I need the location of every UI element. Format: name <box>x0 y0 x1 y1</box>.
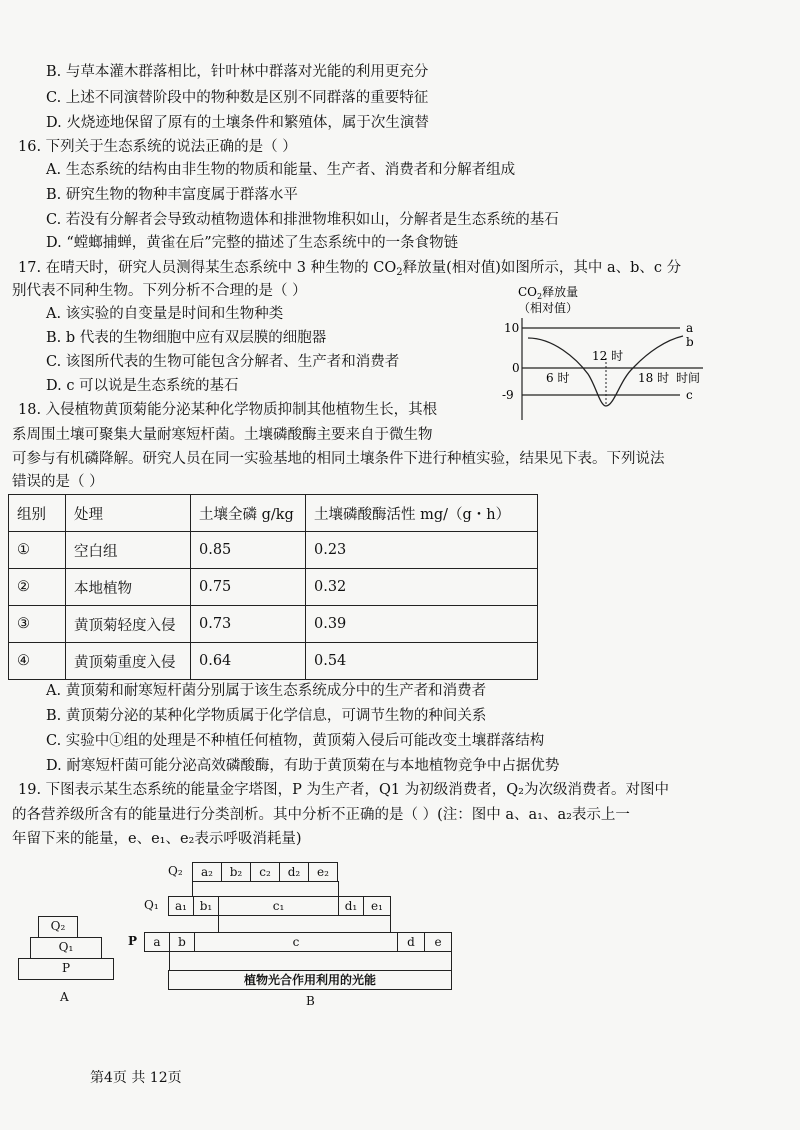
xtick-12h: 12 时 <box>592 349 624 363</box>
table-row <box>9 569 538 606</box>
table-cell: 0.32 <box>306 569 538 606</box>
pyramid-q1: Q₁ <box>30 937 102 959</box>
table-row <box>9 606 538 643</box>
table-cell: ④ <box>9 643 66 680</box>
row-label-p: P <box>128 934 138 948</box>
table-cell: 0.75 <box>191 569 306 606</box>
table-cell: ① <box>9 532 66 569</box>
ytick-10: 10 <box>504 321 520 335</box>
table-cell: 0.54 <box>306 643 538 680</box>
base-light-energy: 植物光合作用利用的光能 <box>168 970 452 990</box>
cell-b: b <box>169 932 195 952</box>
xtick-18h: 18 时 <box>638 371 670 385</box>
q17-stem-line2: 别代表不同种生物。下列分析不合理的是（ ） <box>12 283 307 299</box>
cell-a1: a₁ <box>168 896 194 916</box>
q15-option-b: B. 与草本灌木群落相比，针叶林中群落对光能的利用更充分 <box>46 64 429 80</box>
q17-option-c: C. 该图所代表的生物可能包含分解者、生产者和消费者 <box>46 354 400 370</box>
q17-stem-post: 释放量(相对值)如图所示，其中 a、b、c 分 <box>402 260 682 276</box>
table-cell: ② <box>9 569 66 606</box>
chart-ylabel-unit: （相对值） <box>518 301 579 315</box>
q18-option-c: C. 实验中①组的处理是不种植任何植物，黄顶菊入侵后可能改变土壤群落结构 <box>46 733 545 749</box>
table-cell: 空白组 <box>66 532 191 569</box>
q17-option-a: A. 该实验的自变量是时间和生物种类 <box>46 306 284 322</box>
q17-option-b: B. b 代表的生物细胞中应有双层膜的细胞器 <box>46 330 327 346</box>
connector-line <box>192 881 193 897</box>
q17-stem-pre: 17. 在晴天时，研究人员测得某生态系统中 3 种生物的 CO <box>18 260 397 276</box>
cell-a: a <box>144 932 170 952</box>
header-cell: 土壤磷酸酶活性 mg/（g・h） <box>306 495 538 532</box>
cell-c1: c₁ <box>218 896 339 916</box>
q18-option-a: A. 黄顶菊和耐寒短杆菌分别属于该生态系统成分中的生产者和消费者 <box>46 683 487 699</box>
q16-option-d: D. “螳螂捕蝉，黄雀在后”完整的描述了生态系统中的一条食物链 <box>46 235 459 251</box>
table-cell: 黄顶菊重度入侵 <box>66 643 191 680</box>
cell-a2: a₂ <box>192 862 222 882</box>
q19-stem-line2: 的各营养级所含有的能量进行分类剖析。其中分析不正确的是（ ）(注：图中 a、a₁、a₂表示上一 <box>12 807 630 823</box>
ytick-minus9: -9 <box>502 388 514 402</box>
cell-d: d <box>397 932 425 952</box>
q16-option-b: B. 研究生物的物种丰富度属于群落水平 <box>46 187 298 203</box>
page-number: 第4页 共 12页 <box>90 1070 182 1086</box>
cell-d2: d₂ <box>279 862 309 882</box>
q19-stem-line1: 19. 下图表示某生态系统的能量金字塔图，P 为生产者，Q1 为初级消费者，Q₂为次级消费者。对图中 <box>18 782 669 798</box>
q18-option-d: D. 耐寒短杆菌可能分泌高效磷酸酶，有助于黄顶菊在与本地植物竞争中占据优势 <box>46 758 560 774</box>
figure-b-caption: B <box>306 994 315 1008</box>
q18-stem-line3: 可参与有机磷降解。研究人员在同一实验基地的相同土壤条件下进行种植实验，结果见下表。下列说法 <box>12 451 665 467</box>
q16-stem: 16. 下列关于生态系统的说法正确的是（ ） <box>18 139 297 155</box>
table-cell: 0.73 <box>191 606 306 643</box>
header-cell: 土壤全磷 g/kg <box>191 495 306 532</box>
x-axis-label: 时间 <box>676 371 701 385</box>
connector-line <box>218 915 219 933</box>
pyramid-p: P <box>18 958 114 980</box>
cell-c2: c₂ <box>250 862 280 882</box>
table-header-row <box>9 495 538 532</box>
table-cell: 0.23 <box>306 532 538 569</box>
q19-stem-line3: 年留下来的能量，e、e₁、e₂表示呼吸消耗量) <box>12 831 302 847</box>
table-cell: 本地植物 <box>66 569 191 606</box>
q18-stem-line2: 系周围土壤可聚集大量耐寒短杆菌。土壤磷酸酶主要来自于微生物 <box>12 427 433 443</box>
header-cell: 处理 <box>66 495 191 532</box>
cell-e2: e₂ <box>308 862 338 882</box>
q15-option-c: C. 上述不同演替阶段中的物种数是区别不同群落的重要特征 <box>46 90 429 106</box>
series-b-label: b <box>686 335 694 349</box>
series-c-label: c <box>686 388 693 402</box>
header-cell: 组别 <box>9 495 66 532</box>
table-cell: 0.64 <box>191 643 306 680</box>
cell-b1: b₁ <box>193 896 219 916</box>
connector-line <box>338 881 339 897</box>
table-cell: ③ <box>9 606 66 643</box>
q18-results-table <box>8 494 538 680</box>
row-label-q2: Q₂ <box>168 864 183 878</box>
q15-option-d: D. 火烧迹地保留了原有的土壤条件和繁殖体，属于次生演替 <box>46 115 429 131</box>
q17-co2-chart <box>488 280 728 430</box>
table-cell: 黄顶菊轻度入侵 <box>66 606 191 643</box>
q18-stem-line4: 错误的是（ ） <box>12 474 104 490</box>
cell-d1: d₁ <box>338 896 364 916</box>
cell-e: e <box>424 932 452 952</box>
pyramid-q2: Q₂ <box>38 916 78 938</box>
cell-c: c <box>194 932 398 952</box>
q16-option-c: C. 若没有分解者会导致动植物遗体和排泄物堆积如山，分解者是生态系统的基石 <box>46 212 559 228</box>
connector-line <box>451 951 452 971</box>
row-label-q1: Q₁ <box>144 898 159 912</box>
chart-ylabel: $CO_2$释放量 <box>518 285 579 301</box>
table-row <box>9 532 538 569</box>
connector-line <box>169 951 170 971</box>
q16-option-a: A. 生态系统的结构由非生物的物质和能量、生产者、消费者和分解者组成 <box>46 162 516 178</box>
cell-e1: e₁ <box>363 896 391 916</box>
q17-stem-sub: 2 <box>396 267 403 278</box>
table-cell: 0.39 <box>306 606 538 643</box>
cell-b2: b₂ <box>221 862 251 882</box>
q18-option-b: B. 黄顶菊分泌的某种化学物质属于化学信息，可调节生物的种间关系 <box>46 708 487 724</box>
xtick-6h: 6 时 <box>546 371 570 385</box>
ytick-0: 0 <box>512 361 520 375</box>
table-row <box>9 643 538 680</box>
q17-option-d: D. c 可以说是生态系统的基石 <box>46 378 239 394</box>
connector-line <box>390 915 391 933</box>
table-cell: 0.85 <box>191 532 306 569</box>
figure-a-caption: A <box>60 990 69 1004</box>
q18-stem-line1: 18. 入侵植物黄顶菊能分泌某种化学物质抑制其他植物生长，其根 <box>18 402 438 418</box>
series-a-label: a <box>686 321 694 335</box>
